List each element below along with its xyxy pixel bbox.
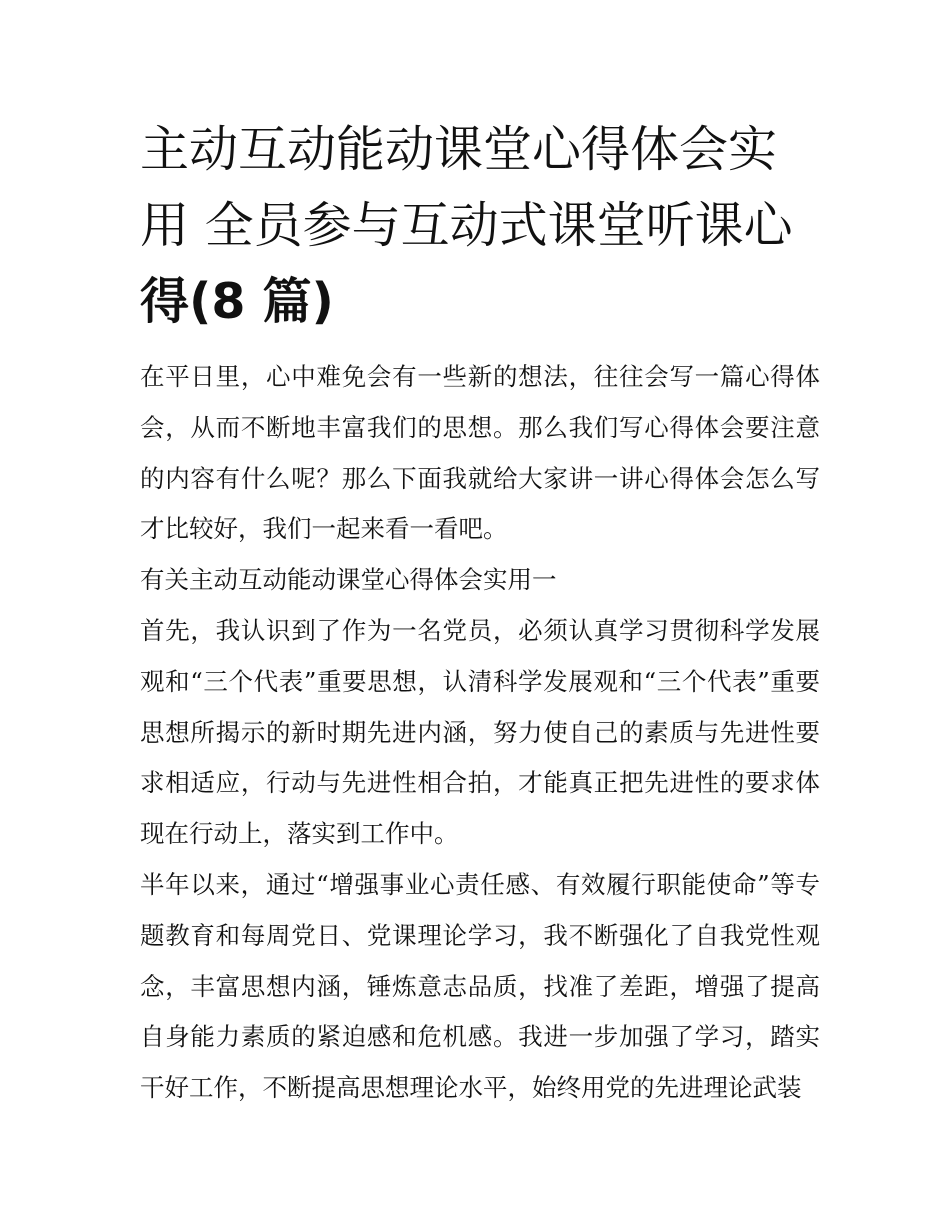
intro-paragraph: 在平日里，心中难免会有一些新的想法，往往会写一篇心得体会，从而不断地丰富我们的思想。那么我们写心得体会要注意的内容有什么呢？那么下面我就给大家讲一讲心得体会怎么写才比较好，我们一起来看一看吧。 — [140, 362, 820, 544]
section-heading: 有关主动互动能动课堂心得体会实用一 — [140, 565, 557, 595]
title-line-2: 用 全员参与互动式课堂听课心 — [140, 197, 793, 254]
body-paragraph-1: 首先，我认识到了作为一名党员，必须认真学习贯彻科学发展观和“三个代表”重要思想，认清科学发展观和“三个代表”重要思想所揭示的新时期先进内涵，努力使自己的素质与先进性要求相适应，行动与先进性相合拍，才能真正把先进性的要求体现在行动上，落实到工作中。 — [140, 615, 820, 849]
document-body — [140, 352, 820, 1114]
body-paragraph-2: 半年以来，通过“增强事业心责任感、有效履行职能使命”等专题教育和每周党日、党课理论学习，我不断强化了自我党性观念，丰富思想内涵，锤炼意志品质，找准了差距，增强了提高自身能力素质的紧迫感和危机感。我进一步加强了学习，踏实干好工作，不断提高思想理论水平，始终用党的先进理论武装 — [140, 869, 820, 1103]
title-line-3: 得(8 篇) — [140, 273, 334, 330]
document-title — [140, 112, 820, 340]
title-line-1: 主动互动能动课堂心得体会实 — [140, 121, 778, 178]
